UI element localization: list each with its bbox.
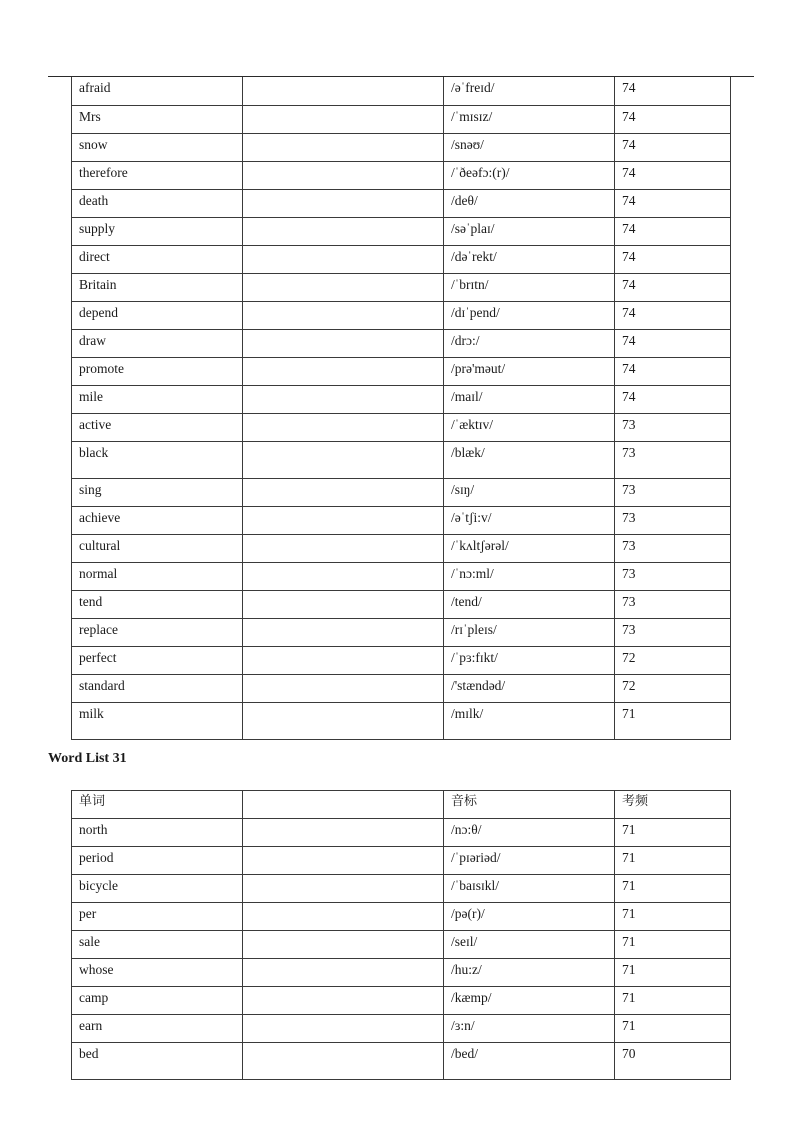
meaning-cell	[243, 506, 444, 534]
phonetic-cell: /səˈplaɪ/	[444, 217, 615, 245]
word-cell: whose	[72, 959, 243, 987]
table-row	[72, 77, 731, 105]
table-row	[72, 329, 731, 357]
meaning-cell	[243, 987, 444, 1015]
word-cell: snow	[72, 133, 243, 161]
meaning-cell	[243, 329, 444, 357]
table-row	[72, 161, 731, 189]
table-row	[72, 357, 731, 385]
word-table-continued	[71, 77, 731, 740]
word-list-31-table	[71, 790, 731, 1080]
table-row	[72, 413, 731, 441]
phonetic-cell: /ɜ:n/	[444, 1015, 615, 1043]
phonetic-cell: /blæk/	[444, 441, 615, 478]
table-row	[72, 875, 731, 903]
table-row	[72, 506, 731, 534]
word-cell: tend	[72, 590, 243, 618]
header-phonetic: 音标	[444, 791, 615, 819]
word-cell: bed	[72, 1043, 243, 1080]
phonetic-cell: /dəˈrekt/	[444, 245, 615, 273]
table-row	[72, 534, 731, 562]
frequency-cell: 71	[615, 702, 731, 739]
frequency-cell: 74	[615, 329, 731, 357]
phonetic-cell: /maɪl/	[444, 385, 615, 413]
word-cell: afraid	[72, 77, 243, 105]
meaning-cell	[243, 618, 444, 646]
meaning-cell	[243, 819, 444, 847]
table-row	[72, 847, 731, 875]
word-cell: period	[72, 847, 243, 875]
word-cell: standard	[72, 674, 243, 702]
frequency-cell: 71	[615, 1015, 731, 1043]
phonetic-cell: /dɪˈpend/	[444, 301, 615, 329]
frequency-cell: 73	[615, 590, 731, 618]
meaning-cell	[243, 875, 444, 903]
word-cell: draw	[72, 329, 243, 357]
frequency-cell: 70	[615, 1043, 731, 1080]
phonetic-cell: /ˈpɪəriəd/	[444, 847, 615, 875]
table-row	[72, 987, 731, 1015]
table-row	[72, 133, 731, 161]
meaning-cell	[243, 245, 444, 273]
meaning-cell	[243, 478, 444, 506]
frequency-cell: 73	[615, 562, 731, 590]
meaning-cell	[243, 847, 444, 875]
frequency-cell: 71	[615, 903, 731, 931]
phonetic-cell: /ˈbrɪtn/	[444, 273, 615, 301]
frequency-cell: 74	[615, 217, 731, 245]
word-cell: per	[72, 903, 243, 931]
table-row	[72, 441, 731, 478]
phonetic-cell: /əˈfreɪd/	[444, 77, 615, 105]
frequency-cell: 74	[615, 357, 731, 385]
table-row	[72, 819, 731, 847]
word-cell: promote	[72, 357, 243, 385]
phonetic-cell: /hu:z/	[444, 959, 615, 987]
phonetic-cell: /tend/	[444, 590, 615, 618]
table-row	[72, 105, 731, 133]
phonetic-cell: /nɔ:θ/	[444, 819, 615, 847]
meaning-cell	[243, 189, 444, 217]
frequency-cell: 74	[615, 77, 731, 105]
header-frequency: 考频	[615, 791, 731, 819]
word-cell: achieve	[72, 506, 243, 534]
table-row	[72, 1015, 731, 1043]
frequency-cell: 74	[615, 385, 731, 413]
phonetic-cell: /seɪl/	[444, 931, 615, 959]
frequency-cell: 74	[615, 245, 731, 273]
word-table-body	[72, 77, 731, 739]
table-row	[72, 301, 731, 329]
frequency-cell: 74	[615, 161, 731, 189]
phonetic-cell: /mɪlk/	[444, 702, 615, 739]
frequency-cell: 74	[615, 105, 731, 133]
table-row	[72, 189, 731, 217]
meaning-cell	[243, 674, 444, 702]
meaning-cell	[243, 590, 444, 618]
table-row	[72, 959, 731, 987]
meaning-cell	[243, 534, 444, 562]
word-cell: bicycle	[72, 875, 243, 903]
meaning-cell	[243, 931, 444, 959]
phonetic-cell: /əˈtʃi:v/	[444, 506, 615, 534]
frequency-cell: 73	[615, 478, 731, 506]
word-cell: replace	[72, 618, 243, 646]
meaning-cell	[243, 702, 444, 739]
table-row	[72, 903, 731, 931]
phonetic-cell: /ˈkʌltʃərəl/	[444, 534, 615, 562]
word-cell: supply	[72, 217, 243, 245]
word-cell: active	[72, 413, 243, 441]
word-cell: death	[72, 189, 243, 217]
frequency-cell: 71	[615, 875, 731, 903]
table-row	[72, 702, 731, 739]
meaning-cell	[243, 273, 444, 301]
frequency-cell: 74	[615, 301, 731, 329]
frequency-cell: 74	[615, 189, 731, 217]
table-row	[72, 385, 731, 413]
phonetic-cell: /ˈnɔ:ml/	[444, 562, 615, 590]
phonetic-cell: /ˈðeəfɔ:(r)/	[444, 161, 615, 189]
meaning-cell	[243, 217, 444, 245]
table-row	[72, 478, 731, 506]
frequency-cell: 72	[615, 674, 731, 702]
table-row	[72, 674, 731, 702]
word-cell: milk	[72, 702, 243, 739]
word-cell: north	[72, 819, 243, 847]
meaning-cell	[243, 562, 444, 590]
phonetic-cell: /ˈmɪsɪz/	[444, 105, 615, 133]
word-cell: mile	[72, 385, 243, 413]
word-cell: camp	[72, 987, 243, 1015]
frequency-cell: 71	[615, 959, 731, 987]
frequency-cell: 74	[615, 273, 731, 301]
meaning-cell	[243, 646, 444, 674]
phonetic-cell: /ˈæktɪv/	[444, 413, 615, 441]
word-cell: depend	[72, 301, 243, 329]
table-header-row	[72, 791, 731, 819]
meaning-cell	[243, 959, 444, 987]
word-cell: therefore	[72, 161, 243, 189]
frequency-cell: 71	[615, 819, 731, 847]
header-meaning	[243, 791, 444, 819]
phonetic-cell: /kæmp/	[444, 987, 615, 1015]
meaning-cell	[243, 1015, 444, 1043]
table-row	[72, 245, 731, 273]
phonetic-cell: /deθ/	[444, 189, 615, 217]
phonetic-cell: /'stændəd/	[444, 674, 615, 702]
meaning-cell	[243, 77, 444, 105]
frequency-cell: 73	[615, 413, 731, 441]
meaning-cell	[243, 413, 444, 441]
meaning-cell	[243, 161, 444, 189]
word-cell: Mrs	[72, 105, 243, 133]
frequency-cell: 74	[615, 133, 731, 161]
word-cell: black	[72, 441, 243, 478]
meaning-cell	[243, 133, 444, 161]
frequency-cell: 71	[615, 847, 731, 875]
phonetic-cell: /bed/	[444, 1043, 615, 1080]
table-row	[72, 931, 731, 959]
word-cell: earn	[72, 1015, 243, 1043]
phonetic-cell: /ˈbaɪsɪkl/	[444, 875, 615, 903]
frequency-cell: 73	[615, 441, 731, 478]
meaning-cell	[243, 1043, 444, 1080]
phonetic-cell: /sɪŋ/	[444, 478, 615, 506]
meaning-cell	[243, 903, 444, 931]
frequency-cell: 71	[615, 987, 731, 1015]
word-table-body	[72, 819, 731, 1080]
header-word: 单词	[72, 791, 243, 819]
table-row	[72, 1043, 731, 1080]
phonetic-cell: /ˈpɜ:fɪkt/	[444, 646, 615, 674]
frequency-cell: 73	[615, 534, 731, 562]
frequency-cell: 73	[615, 618, 731, 646]
word-cell: sing	[72, 478, 243, 506]
phonetic-cell: /drɔ:/	[444, 329, 615, 357]
section-title: Word List 31	[48, 751, 127, 766]
table-row	[72, 217, 731, 245]
word-cell: cultural	[72, 534, 243, 562]
phonetic-cell: /rɪˈpleɪs/	[444, 618, 615, 646]
meaning-cell	[243, 385, 444, 413]
meaning-cell	[243, 301, 444, 329]
table-row	[72, 646, 731, 674]
word-cell: direct	[72, 245, 243, 273]
frequency-cell: 72	[615, 646, 731, 674]
frequency-cell: 73	[615, 506, 731, 534]
frequency-cell: 71	[615, 931, 731, 959]
table-row	[72, 618, 731, 646]
phonetic-cell: /prə'məut/	[444, 357, 615, 385]
word-cell: sale	[72, 931, 243, 959]
word-cell: perfect	[72, 646, 243, 674]
meaning-cell	[243, 105, 444, 133]
word-cell: normal	[72, 562, 243, 590]
phonetic-cell: /pə(r)/	[444, 903, 615, 931]
meaning-cell	[243, 357, 444, 385]
table-row	[72, 273, 731, 301]
table-row	[72, 562, 731, 590]
table-row	[72, 590, 731, 618]
phonetic-cell: /snəʊ/	[444, 133, 615, 161]
word-cell: Britain	[72, 273, 243, 301]
meaning-cell	[243, 441, 444, 478]
